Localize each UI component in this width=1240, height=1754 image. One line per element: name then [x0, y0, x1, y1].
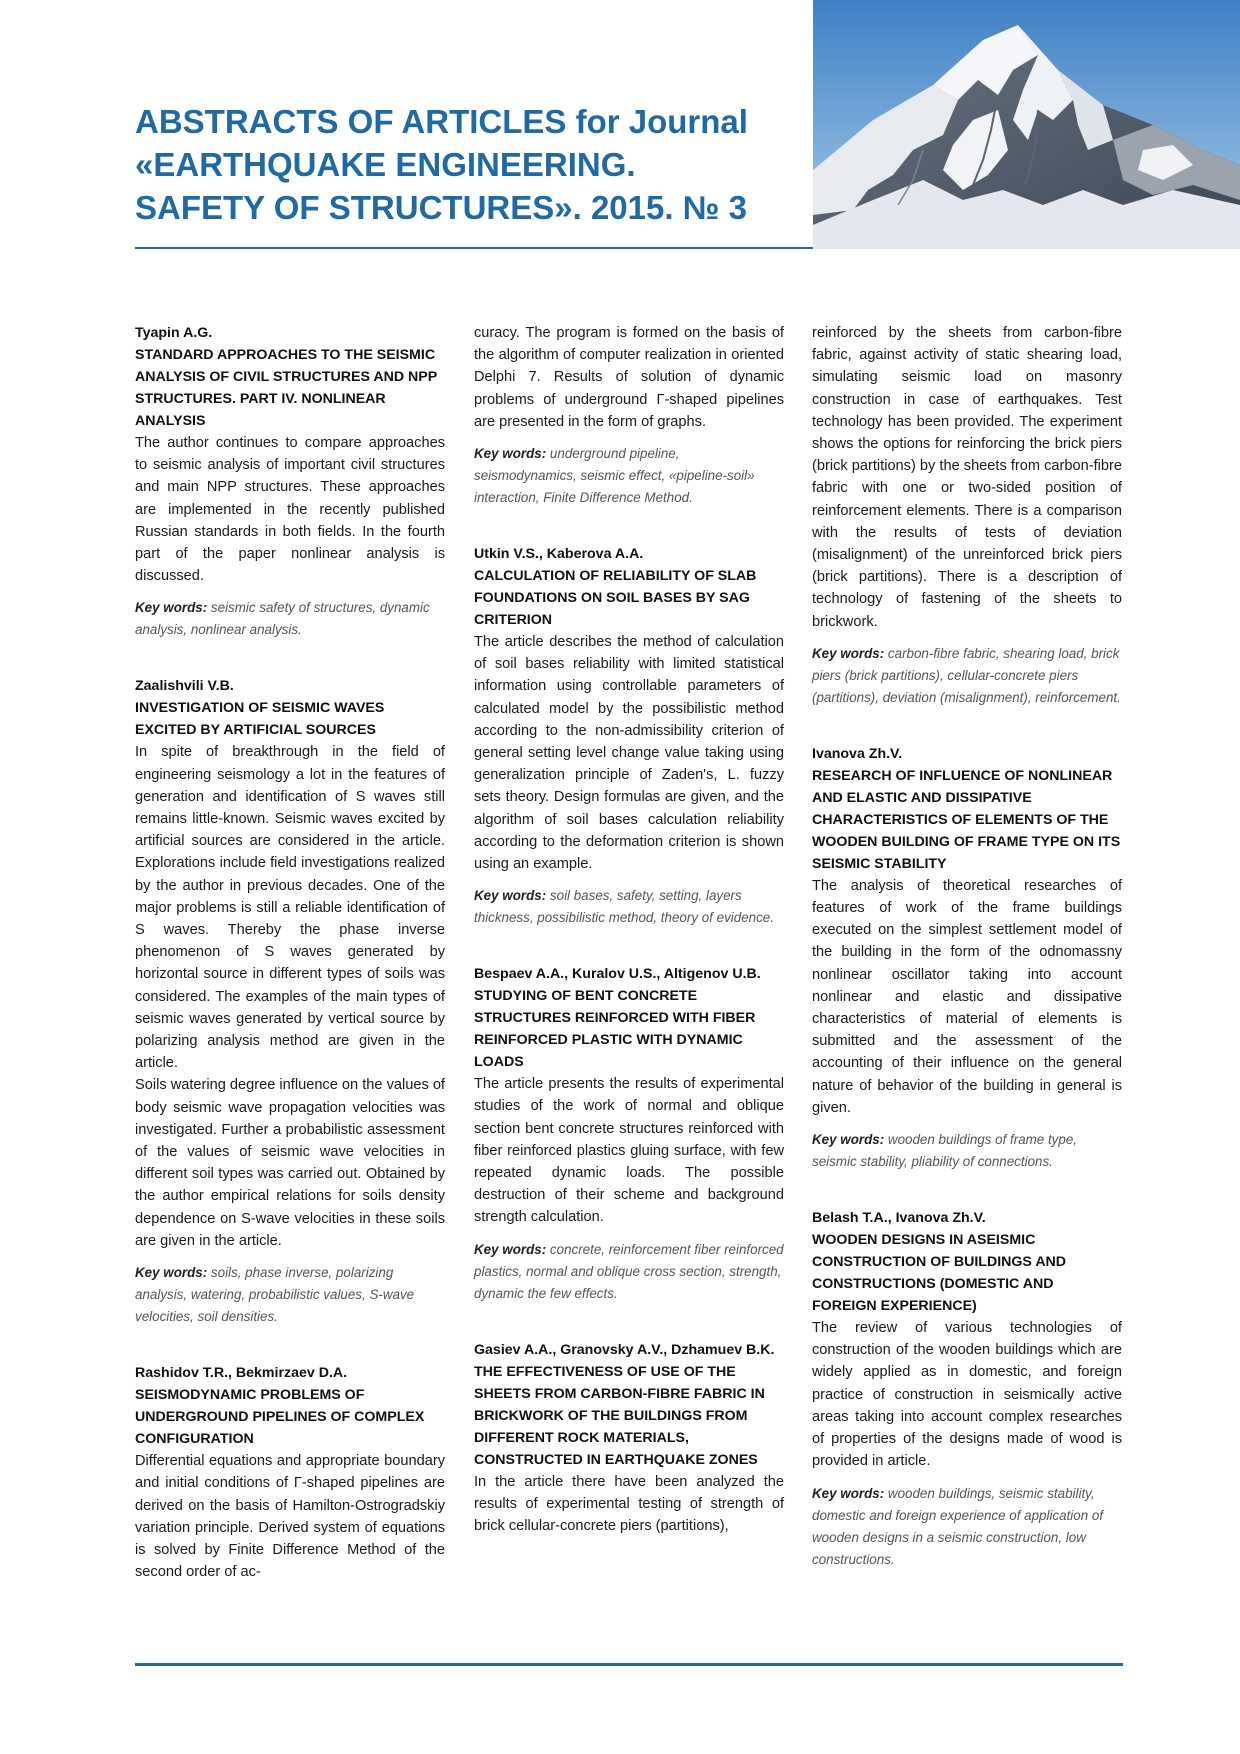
article-abstract: In the article there have been analyzed the results of experimental testing of strength of brick cellular-concrete piers (partitions), — [474, 1473, 784, 1535]
keywords-label: Key words: — [812, 1132, 885, 1148]
keywords-text: carbon-fibre fabric, shearing load, brick piers (brick partitions), cellular-concrete piers (partitions), deviation (misalignment), reinforcement. — [812, 645, 1121, 705]
article-keywords — [812, 1483, 1122, 1571]
keywords-label: Key words: — [135, 1265, 208, 1281]
article — [474, 1339, 784, 1538]
column-3 — [812, 322, 1122, 1605]
article-abstract: The review of various technologies of construction of the wooden buildings which are widely applied as in domestic, and foreign practice of construction in seismically active areas taking into account complex researches of properties of the designs made of wood is provided in article. — [812, 1320, 1122, 1470]
abstract-paragraph: Soils watering degree influence on the values of body seismic wave propagation velocities was investigated. Further a probabilistic assessment of the values of seismic wave velocities in different soil types was carried out. Obtained by the author empirical relations for soils density dependence on S-wave velocities in these soils are given in the article. — [135, 1077, 445, 1249]
keywords-text: soil bases, safety, setting, layers thickness, possibilistic method, theory of evidence. — [474, 888, 774, 926]
keywords-text: soils, phase inverse, polarizing analysis, watering, probabilistic values, S-wave velocities, soil densities. — [135, 1265, 415, 1325]
article — [474, 543, 784, 929]
article-abstract: curacy. The program is formed on the basis of the algorithm of computer realization in oriented Delphi 7. Results of solution of dynamic problems of underground Г-shaped pipelines are presented in the form of graphs. — [474, 325, 784, 430]
article-abstract: reinforced by the sheets from carbon-fibre fabric, against activity of static shearing load, simulating seismic load on masonry construction in case of earthquakes. Test technology has been provided. The experiment shows the options for reinforcing the brick piers (brick partitions) by the sheets from carbon-fibre fabric with one or two-sided position of reinforcement elements. There is a comparison with the results of tests of deviation (misalignment) of the unreinforced brick piers (brick partitions). There is a description of technology of fastening of the sheets to brickwork. — [812, 325, 1122, 630]
article-keywords — [812, 1129, 1122, 1173]
article-authors: Zaalishvili V.B. — [135, 678, 234, 695]
article-authors: Bespaev A.A., Kuralov U.S., Altigenov U.B. — [474, 966, 761, 983]
article — [474, 963, 784, 1304]
article-keywords — [135, 597, 445, 641]
article-keywords — [135, 1262, 445, 1328]
column-1 — [135, 322, 445, 1617]
article-authors: Tyapin A.G. — [135, 325, 213, 341]
article — [135, 675, 445, 1328]
article-title: STUDYING OF BENT CONCRETE STRUCTURES REINFORCED WITH FIBER REINFORCED PLASTIC WITH DYNAMIC LOADS — [474, 988, 756, 1071]
article-title: INVESTIGATION OF SEISMIC WAVES EXCITED BY ARTIFICIAL SOURCES — [135, 700, 385, 739]
article-title: CALCULATION OF RELIABILITY OF SLAB FOUNDATIONS ON SOIL BASES BY SAG CRITERION — [474, 568, 757, 629]
article-title: RESEARCH OF INFLUENCE OF NONLINEAR AND ELASTIC AND DISSIPATIVE CHARACTERISTICS OF ELEMENTS OF THE WOODEN BUILDING OF FRAME TYPE ON ITS SEISMIC STABILITY — [812, 767, 1121, 872]
article-title: THE EFFECTIVENESS OF USE OF THE SHEETS FROM CARBON-FIBRE FABRIC IN BRICKWORK OF THE BUILDINGS FROM DIFFERENT ROCK MATERIALS, CONSTRUCTED IN EARTHQUAKE ZONES — [474, 1363, 765, 1468]
article-title: STANDARD APPROACHES TO THE SEISMIC ANALYSIS OF CIVIL STRUCTURES AND NPP STRUCTURES. PART IV. NONLINEAR ANALYSIS — [135, 347, 437, 429]
keywords-label: Key words: — [474, 446, 547, 462]
article-authors: Belash T.A., Ivanova Zh.V. — [812, 1210, 986, 1227]
mountain-photo — [813, 0, 1240, 249]
keywords-label: Key words: — [474, 888, 547, 904]
article-abstract: The article presents the results of experimental studies of the work of normal and oblique section bent concrete structures reinforced with fiber reinforced plastics gluing surface, with few repeated dynamic loads. The possible destruction of their scheme and background strength calculation. — [474, 1076, 784, 1226]
article-authors: Gasiev A.A., Granovsky A.V., Dzhamuev B.K. — [474, 1341, 775, 1358]
keywords-text: wooden buildings of frame type, seismic stability, pliability of connections. — [812, 1132, 1077, 1170]
article — [135, 322, 445, 641]
article-keywords — [474, 885, 784, 929]
article-keywords — [474, 1239, 784, 1305]
title-line: ABSTRACTS OF ARTICLES for Journal — [135, 103, 748, 140]
article-title: SEISMODYNAMIC PROBLEMS OF UNDERGROUND PIPELINES OF COMPLEX CONFIGURATION — [135, 1387, 425, 1448]
keywords-label: Key words: — [135, 600, 208, 616]
article — [135, 1362, 445, 1583]
header-divider — [135, 247, 813, 249]
article — [812, 743, 1122, 1173]
article-authors: Utkin V.S., Kaberova A.A. — [474, 546, 644, 563]
article-continued — [474, 322, 784, 509]
keywords-label: Key words: — [812, 1485, 885, 1501]
article-authors: Ivanova Zh.V. — [812, 745, 903, 762]
title-line: SAFETY OF STRUCTURES». 2015. № 3 — [135, 189, 747, 226]
title-line: «EARTHQUAKE ENGINEERING. — [135, 146, 636, 183]
abstract-paragraph: In spite of breakthrough in the field of engineering seismology a lot in the features of generation and identification of S waves still remains little-known. Seismic waves excited by artificial sources are considered in the article. Explorations include field investigations realized by the author in previous decades. One of the major problems is still a reliable identification of S waves. Thereby the phase inverse phenomenon of S waves generated by horizontal source in different types of soils was considered. The examples of the main types of seismic waves generated by vertical source by polarizing analysis method are given in the article. — [135, 744, 445, 1072]
keywords-text: underground pipeline, seismodynamics, seismic effect, «pipeline-soil» interaction, Finite Difference Method. — [474, 446, 755, 506]
article-abstract: The article describes the method of calculation of soil bases reliability with limited statistical information using controllable parameters of calculated model by the possibilistic method according to the non-admissibility criterion of general setting level change value taking using generalization principle of Zaden's, L. fuzzy sets theory. Design formulas are given, and the algorithm of soil bases calculation reliability according to the deformation criterion is shown using an example. — [474, 634, 784, 873]
article-abstract: Differential equations and appropriate boundary and initial conditions of Г-shaped pipelines are derived on the basis of Hamilton-Ostrogradskiy variation principle. Derived system of equations is solved by Finite Difference Method of the second order of ac- — [135, 1453, 445, 1581]
keywords-text: wooden buildings, seismic stability, domestic and foreign experience of application of wooden designs in a seismic construction, low constructions. — [812, 1485, 1104, 1567]
article-continued — [812, 322, 1122, 709]
keywords-text: concrete, reinforcement fiber reinforced plastics, normal and oblique cross section, strength, dynamic the few effects. — [474, 1241, 784, 1301]
page-title — [135, 100, 775, 229]
footer-divider — [135, 1663, 1123, 1666]
article-abstract: The analysis of theoretical researches of features of work of the frame buildings executed on the simplest settlement model of the building in the form of the odnomassny nonlinear oscillator taking into account nonlinear and elastic and dissipative characteristics of material of elements is submitted and the assessment of the accounting of their influence on the general nature of behavior of the building in general is given. — [812, 877, 1122, 1116]
article — [812, 1207, 1122, 1570]
keywords-text: seismic safety of structures, dynamic analysis, nonlinear analysis. — [135, 600, 430, 638]
article-abstract — [135, 741, 445, 1252]
article-title: WOODEN DESIGNS IN ASEISMIC CONSTRUCTION OF BUILDINGS AND CONSTRUCTIONS (DOMESTIC AND FOREIGN EXPERIENCE) — [812, 1232, 1067, 1315]
article-keywords — [474, 443, 784, 509]
keywords-label: Key words: — [812, 645, 885, 661]
article-authors: Rashidov T.R., Bekmirzaev D.A. — [135, 1365, 348, 1382]
column-2 — [474, 322, 784, 1571]
article-abstract: The author continues to compare approaches to seismic analysis of important civil structures and main NPP structures. These approaches are implemented in the recently published Russian standards in both fields. In the fourth part of the paper nonlinear analysis is discussed. — [135, 435, 445, 585]
keywords-label: Key words: — [474, 1241, 547, 1257]
article-keywords — [812, 643, 1122, 709]
